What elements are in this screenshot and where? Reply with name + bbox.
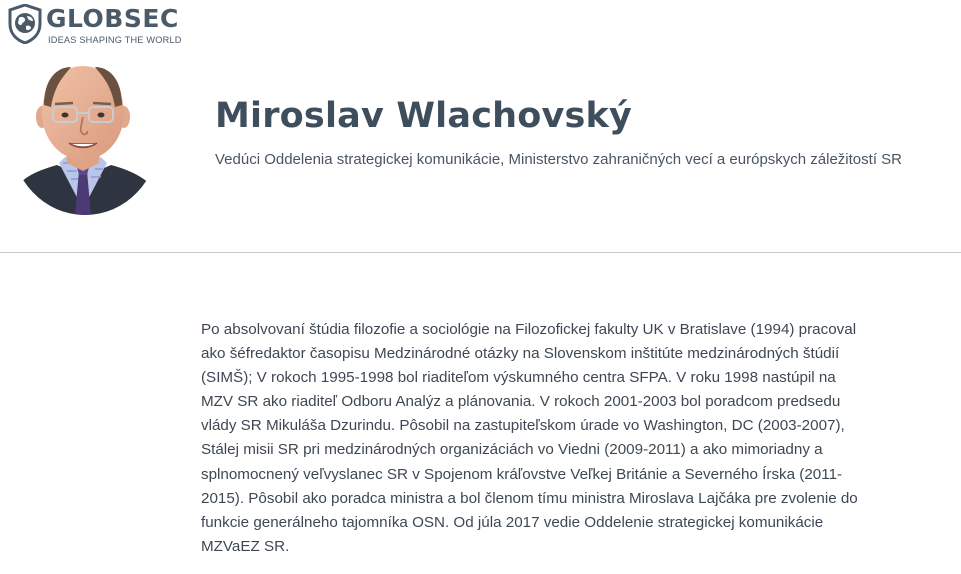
- person-position: Vedúci Oddelenia strategickej komunikácie, Ministerstvo zahraničných vecí a európskych záležitostí SR: [215, 151, 902, 168]
- globe-shield-icon: [7, 4, 43, 44]
- biography-text: Po absolvovaní štúdia filozofie a sociológie na Filozofickej fakulty UK v Bratislave (1994) pracoval ako šéfredaktor časopisu Medzinárodné otázky na Slovenskom inštitúte medzinárodných štúdií (SIMŠ); V rokoch 1995-1998 bol riaditeľom výskumného centra SFPA. V roku 1998 nastúpil na MZV SR ako riaditeľ Odboru Analýz a plánovania. V rokoch 2001-2003 bol poradcom predsedu vlády SR Mikuláša Dzurindu. Pôsobil na zastupiteľskom úrade vo Washington, DC (2003-2007), Stálej misii SR pri medzinárodných organizáciách vo Viedni (2009-2011) a ako mimoriadny a splnomocnený veľvyslanec SR v Spojenom kráľovstve Veľkej Británie a Severného Írska (2011-2015). Pôsobil ako poradca ministra a bol členom tímu ministra Miroslava Lajčáka pre zvolenie do funkcie generálneho tajomníka OSN. Od júla 2017 vedie Oddelenie strategickej komunikácie MZVaEZ SR.: [201, 321, 858, 555]
- profile-photo: [11, 59, 159, 215]
- globsec-logo[interactable]: [7, 4, 192, 48]
- section-divider: [0, 252, 961, 253]
- logo-tagline: IDEAS SHAPING THE WORLD: [48, 35, 182, 45]
- person-name: Miroslav Wlachovský: [215, 96, 633, 136]
- logo-wordmark: GLOBSEC: [46, 4, 179, 33]
